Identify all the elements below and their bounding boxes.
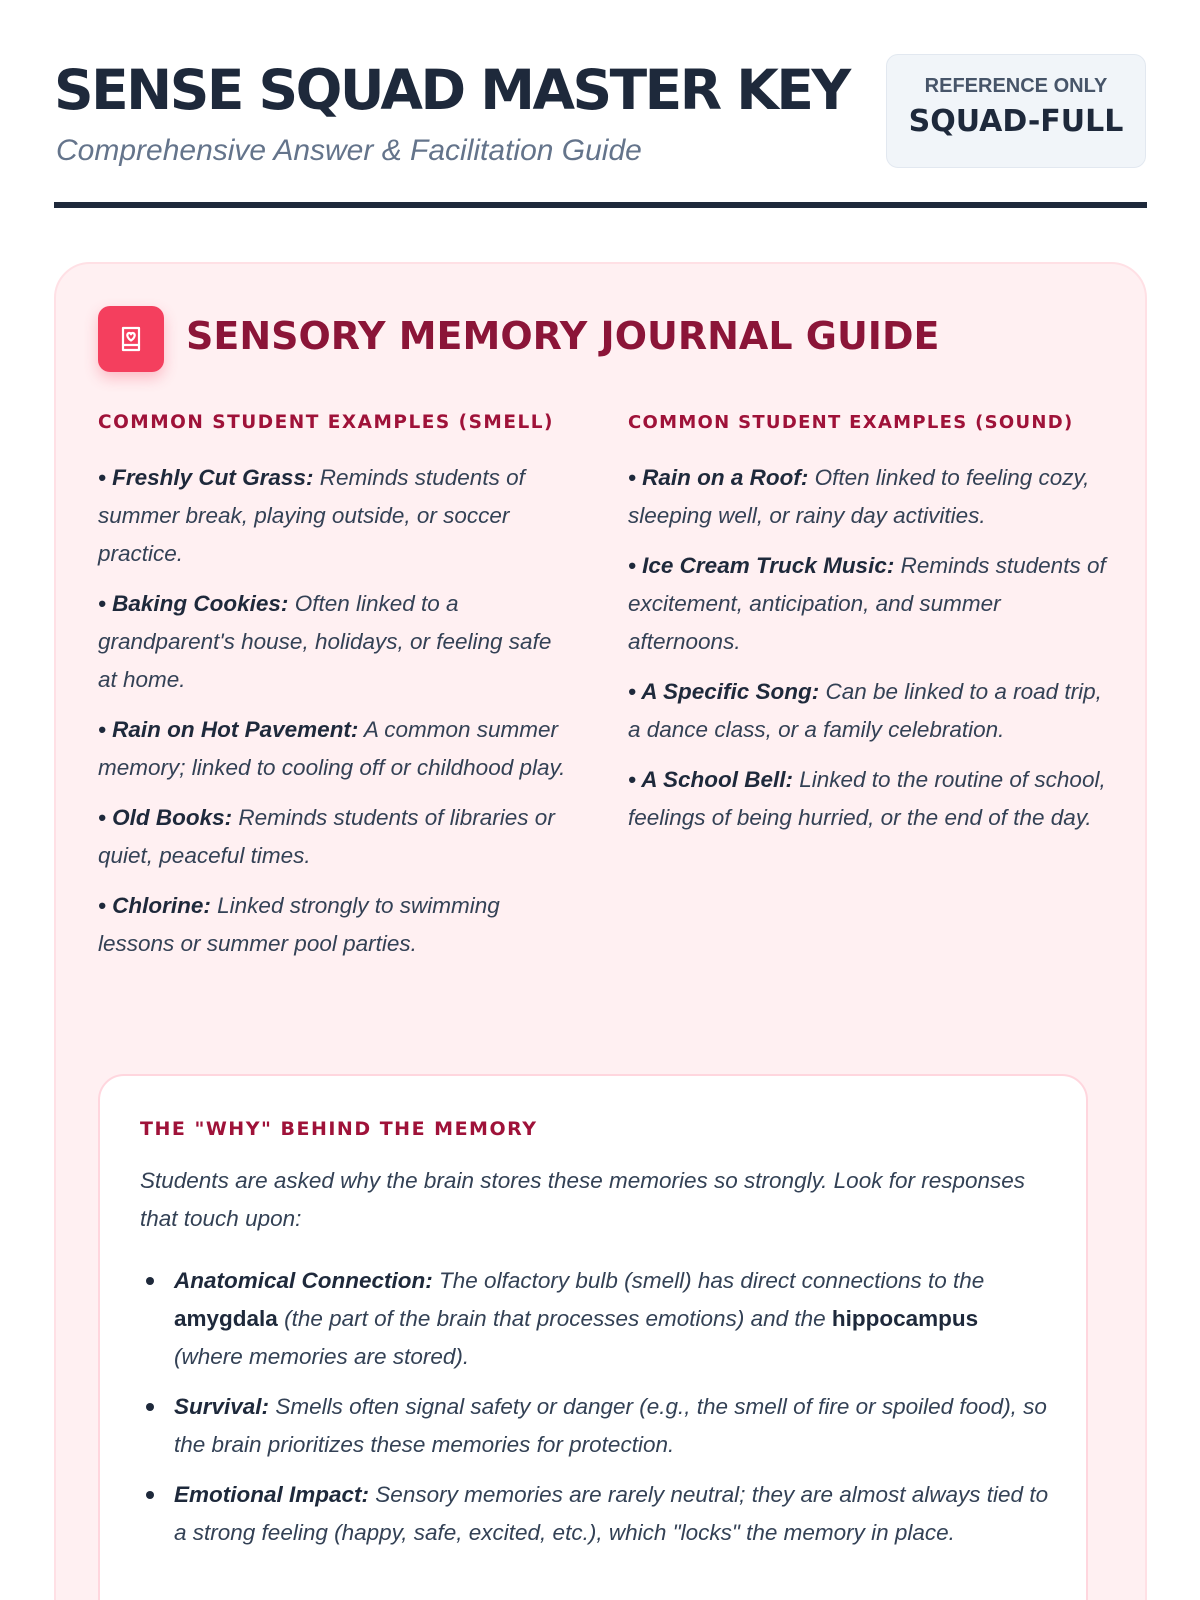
why-behind-memory-card — [98, 1074, 1088, 1600]
page-subtitle: Comprehensive Answer & Facilitation Guide — [56, 134, 642, 167]
list-item: • Rain on Hot Pavement: A common summer memory; linked to cooling off or childhood play. — [98, 717, 566, 780]
journal-guide-section — [54, 262, 1147, 1600]
list-item: • Rain on a Roof: Often linked to feeling cozy, sleeping well, or rainy day activities. — [628, 465, 1090, 528]
list-item: Emotional Impact: Sensory memories are rarely neutral; they are almost always tied to a strong feeling (happy, safe, excited, etc.), which "locks" the memory in place. — [140, 1476, 1050, 1552]
page-header — [54, 52, 1147, 208]
reference-badge-label: REFERENCE ONLY — [924, 75, 1108, 97]
why-intro: Students are asked why the brain stores these memories so strongly. Look for responses that touch upon: — [140, 1168, 1026, 1231]
list-item: • Ice Cream Truck Music: Reminds students of excitement, anticipation, and summer afternoons. — [628, 553, 1106, 654]
why-list — [140, 1262, 1050, 1564]
sound-examples — [628, 412, 1118, 849]
list-item: • Old Books: Reminds students of libraries or quiet, peaceful times. — [98, 805, 555, 868]
smell-examples-heading: COMMON STUDENT EXAMPLES (SMELL) — [98, 412, 555, 433]
list-item: • A School Bell: Linked to the routine of school, feelings of being hurried, or the end of the day. — [628, 767, 1106, 830]
sound-examples-heading: COMMON STUDENT EXAMPLES (SOUND) — [628, 412, 1074, 433]
journal-heart-icon — [98, 306, 164, 372]
bullet-icon — [146, 1491, 154, 1499]
reference-badge-code: SQUAD-FULL — [908, 104, 1124, 139]
bullet-icon — [146, 1277, 154, 1285]
list-item: Anatomical Connection: The olfactory bulb (smell) has direct connections to the amygdala (the part of the brain that processes emotions) and the hippocampus (where memories are stored). — [140, 1262, 1050, 1376]
list-item: Survival: Smells often signal safety or danger (e.g., the smell of fire or spoiled food), so the brain prioritizes these memories for protection. — [140, 1388, 1050, 1464]
page-title: SENSE SQUAD MASTER KEY — [54, 58, 849, 122]
list-item: • A Specific Song: Can be linked to a road trip, a dance class, or a family celebration. — [628, 679, 1102, 742]
section-title: SENSORY MEMORY JOURNAL GUIDE — [186, 314, 940, 358]
bullet-icon — [146, 1403, 154, 1411]
list-item: • Freshly Cut Grass: Reminds students of summer break, playing outside, or soccer practice. — [98, 465, 525, 566]
list-item: • Chlorine: Linked strongly to swimming lessons or summer pool parties. — [98, 893, 500, 956]
reference-badge — [886, 54, 1146, 168]
smell-examples — [98, 412, 574, 975]
list-item: • Baking Cookies: Often linked to a grandparent's house, holidays, or feeling safe at home. — [98, 591, 552, 692]
why-heading: THE "WHY" BEHIND THE MEMORY — [140, 1118, 538, 1140]
